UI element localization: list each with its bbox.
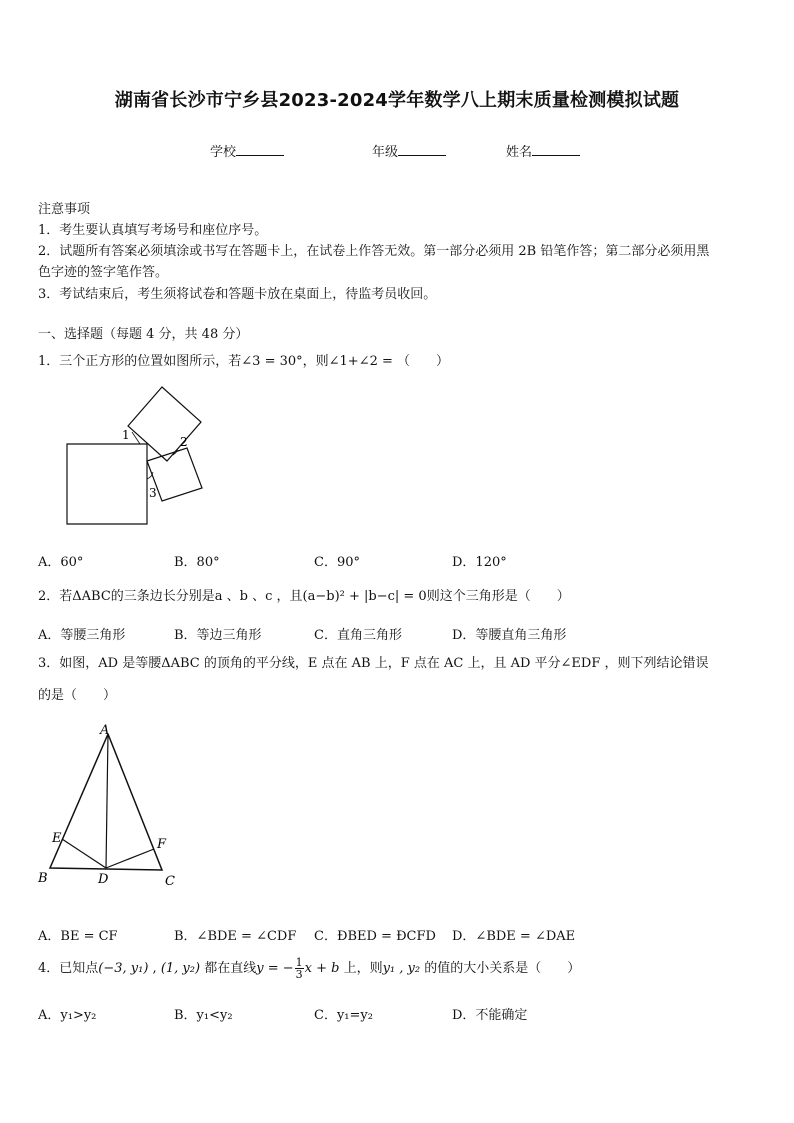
angle-3-label: 3 xyxy=(149,486,157,500)
q4-text-b: 都在直线 xyxy=(200,961,257,976)
point-e-label: E xyxy=(52,831,62,846)
q4-vars: y₁ , y₂ xyxy=(382,961,421,976)
name-blank xyxy=(532,143,580,156)
school-field xyxy=(210,141,284,160)
page-title: 湖南省长沙市宁乡县2023-2024学年数学八上期末质量检测模拟试题 xyxy=(114,90,680,111)
grade-label: 年级 xyxy=(372,145,399,160)
question-2-stem: 2．若ΔABC的三条边长分别是a 、b 、c ，且(a−b)² + |b−c| = 0则这个三角形是（ ） xyxy=(38,589,570,604)
upper-square xyxy=(128,387,201,461)
q4-point-2: (1, y₂) xyxy=(160,961,201,976)
q2-option-d[interactable]: D．等腰直角三角形 xyxy=(452,628,567,643)
name-field xyxy=(506,141,580,160)
notice-item: 色字迹的签字笔作答。 xyxy=(38,265,169,280)
q3-option-a[interactable]: A．BE = CF xyxy=(38,929,118,944)
q4-option-c[interactable]: C．y₁=y₂ xyxy=(314,1008,373,1023)
grade-blank xyxy=(398,143,446,156)
q3-option-b[interactable]: B．∠BDE = ∠CDF xyxy=(174,929,297,944)
q4-sep: , xyxy=(148,961,161,976)
vertex-c-label: C xyxy=(165,874,175,889)
vertex-a-label: A xyxy=(100,723,110,738)
notice-item: 3．考试结束后，考生须将试卷和答题卡放在桌面上，待监考员收回。 xyxy=(38,287,437,302)
q1-option-a[interactable]: A．60° xyxy=(38,555,84,570)
q2-option-c[interactable]: C．直角三角形 xyxy=(314,628,402,643)
point-d-label: D xyxy=(98,872,109,887)
segment-df xyxy=(106,849,154,868)
q1-option-b[interactable]: B．80° xyxy=(174,555,220,570)
q4-fraction xyxy=(295,957,304,980)
school-blank xyxy=(236,143,284,156)
q4-eq-right: x + b xyxy=(304,961,340,976)
q4-text-d: 的值的大小关系是（ ） xyxy=(420,961,581,976)
notice-heading: 注意事项 xyxy=(38,202,91,217)
grade-field xyxy=(372,141,446,160)
q3-option-d[interactable]: D．∠BDE = ∠DAE xyxy=(452,929,576,944)
q2-option-b[interactable]: B．等边三角形 xyxy=(174,628,262,643)
q1-option-c[interactable]: C．90° xyxy=(314,555,360,570)
q4-text-c: 上，则 xyxy=(339,961,383,976)
large-square xyxy=(67,444,147,524)
angle-1-label: 1 xyxy=(122,428,130,442)
q4-option-a[interactable]: A．y₁>y₂ xyxy=(38,1008,97,1023)
q4-frac-den: 3 xyxy=(295,968,303,981)
q4-option-b[interactable]: B．y₁<y₂ xyxy=(174,1008,233,1023)
question-1-stem: 1．三个正方形的位置如图所示，若∠3 = 30°，则∠1+∠2 = （ ） xyxy=(38,354,450,369)
q1-option-d[interactable]: D．120° xyxy=(452,555,507,570)
point-f-label: F xyxy=(157,837,167,852)
section-heading: 一、选择题（每题 4 分，共 48 分） xyxy=(38,327,249,342)
notice-item: 1．考生要认真填写考场号和座位序号。 xyxy=(38,223,268,238)
q4-frac-num: 1 xyxy=(295,956,303,969)
question-3-figure xyxy=(36,718,186,888)
segment-de xyxy=(62,839,106,868)
q4-point-1: (−3, y₁) xyxy=(98,961,149,976)
angle-2-label: 2 xyxy=(180,435,188,449)
q4-eq-left: y = − xyxy=(256,961,294,976)
name-label: 姓名 xyxy=(506,145,533,160)
q3-option-c[interactable]: C．ÐBED = ÐCFD xyxy=(314,929,436,944)
vertex-b-label: B xyxy=(38,871,48,886)
question-4-stem xyxy=(38,957,758,980)
school-label: 学校 xyxy=(210,145,237,160)
notice-item: 2．试题所有答案必须填涂或书写在答题卡上，在试卷上作答无效。第一部分必须用 2B 铅笔作答；第二部分必须用黑 xyxy=(38,244,710,259)
q4-option-d[interactable]: D．不能确定 xyxy=(452,1008,528,1023)
question-3-stem-cont: 的是（ ） xyxy=(38,688,117,703)
q2-option-a[interactable]: A．等腰三角形 xyxy=(38,628,126,643)
segment-ad xyxy=(106,734,108,868)
question-1-figure xyxy=(60,382,220,532)
question-3-stem: 3．如图，AD 是等腰ΔABC 的顶角的平分线，E 点在 AB 上，F 点在 AC 上，且 AD 平分∠EDF ，则下列结论错误 xyxy=(38,656,709,671)
q4-text-a: 4．已知点 xyxy=(38,961,99,976)
